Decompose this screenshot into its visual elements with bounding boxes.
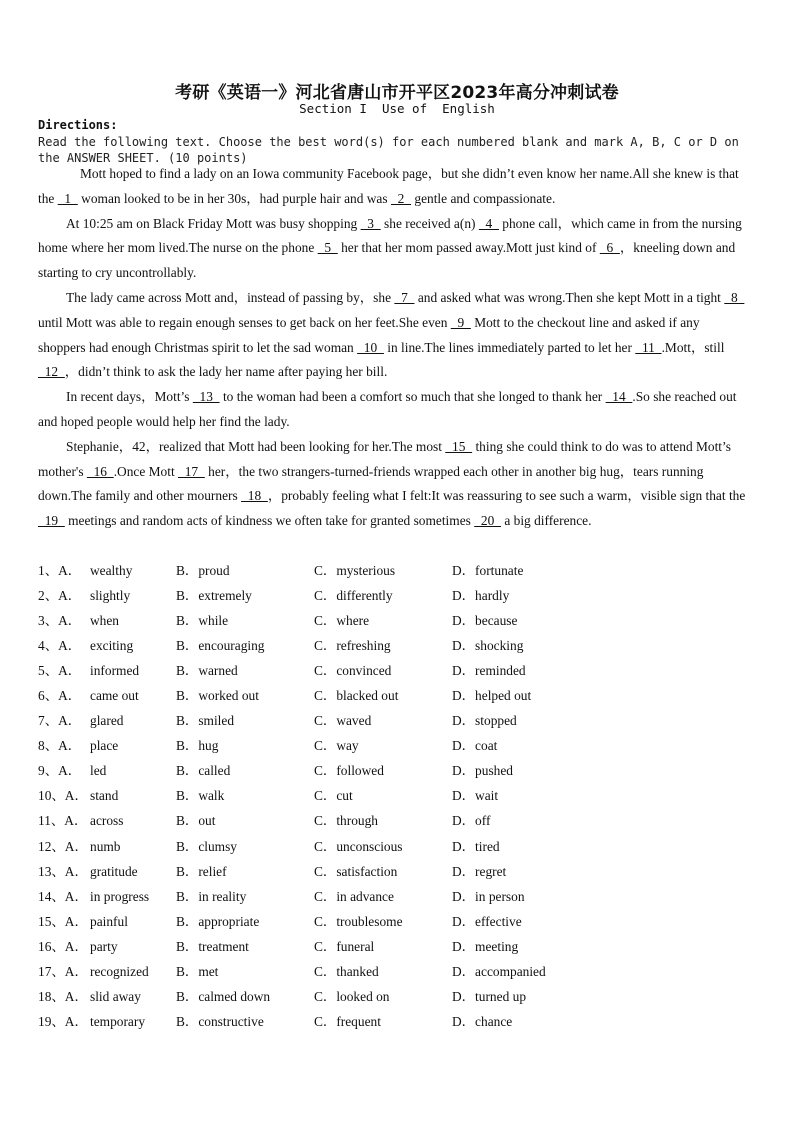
answer-blank: 9 bbox=[450, 314, 471, 330]
option-b: B．out bbox=[176, 813, 216, 829]
question-row bbox=[38, 633, 758, 658]
question-number: 4、A． bbox=[38, 638, 82, 654]
answer-blank: 20 bbox=[474, 513, 501, 529]
answer-blank: 5 bbox=[317, 240, 338, 256]
option-b: B．constructive bbox=[176, 1013, 264, 1029]
passage-text: to the woman had been a comfort so much that she longed to thank her bbox=[219, 389, 606, 405]
passage-text: meetings and random acts of kindness we often take for granted sometimes bbox=[64, 513, 475, 529]
passage-paragraph bbox=[38, 286, 750, 385]
answer-blank: 12 bbox=[38, 364, 65, 380]
question-number: 9、A． bbox=[38, 763, 82, 779]
passage-text: gentle and compassionate. bbox=[411, 190, 556, 206]
passage-text: woman looked to be in her 30s，had purple hair and was bbox=[77, 190, 391, 206]
passage-text: The lady came across Mott and，instead of passing by，she bbox=[66, 289, 395, 305]
question-row bbox=[38, 934, 758, 959]
option-c: C．differently bbox=[314, 588, 393, 604]
answer-blank: 2 bbox=[390, 190, 412, 206]
question-row bbox=[38, 558, 758, 583]
answer-blank: 14 bbox=[605, 389, 633, 405]
option-d: D．chance bbox=[452, 1013, 513, 1029]
option-c: C．funeral bbox=[314, 938, 375, 954]
option-d: D．stopped bbox=[452, 713, 517, 729]
passage-paragraph bbox=[38, 212, 750, 286]
section-subtitle: Section I Use of English bbox=[299, 101, 495, 116]
option-c: C．through bbox=[314, 813, 378, 829]
question-row bbox=[38, 884, 758, 909]
answer-blank: 13 bbox=[192, 389, 220, 405]
option-d: D．because bbox=[452, 613, 518, 629]
passage-text: she received a(n) bbox=[380, 215, 479, 231]
question-number: 18、A． bbox=[38, 988, 88, 1004]
passage-text: in line.The lines immediately parted to let her bbox=[383, 339, 636, 355]
option-b: B．worked out bbox=[176, 688, 259, 704]
option-a: party bbox=[90, 938, 118, 954]
question-number: 12、A． bbox=[38, 838, 88, 854]
option-c: C．satisfaction bbox=[314, 863, 398, 879]
option-c: C．blacked out bbox=[314, 688, 399, 704]
passage-text: ，didn’t think to ask the lady her name after paying her bill. bbox=[64, 364, 388, 380]
option-d: D．effective bbox=[452, 913, 522, 929]
passage-text: ，kneeling down and starting to cry uncontrollably. bbox=[38, 240, 736, 281]
answer-blank: 16 bbox=[86, 463, 114, 479]
question-number: 19、A． bbox=[38, 1013, 88, 1029]
option-b: B．smiled bbox=[176, 713, 235, 729]
question-row bbox=[38, 959, 758, 984]
question-row bbox=[38, 909, 758, 934]
option-d: D．reminded bbox=[452, 663, 526, 679]
answer-blank: 15 bbox=[445, 438, 473, 454]
option-b: B．hug bbox=[176, 738, 219, 754]
question-number: 7、A． bbox=[38, 713, 82, 729]
answer-blank: 17 bbox=[178, 463, 205, 479]
question-row bbox=[38, 583, 758, 608]
question-row bbox=[38, 1009, 758, 1034]
option-b: B．called bbox=[176, 763, 231, 779]
question-number: 10、A． bbox=[38, 788, 88, 804]
option-d: D．hardly bbox=[452, 588, 510, 604]
passage-text: phone call，which came in from the nursing home where her mom lived.The nurse on the phone bbox=[38, 215, 742, 256]
option-d: D．helped out bbox=[452, 688, 532, 704]
question-number: 5、A． bbox=[38, 663, 82, 679]
question-row bbox=[38, 783, 758, 808]
answer-blank: 18 bbox=[241, 488, 268, 504]
option-b: B．treatment bbox=[176, 938, 249, 954]
question-number: 2、A． bbox=[38, 588, 82, 604]
option-b: B．while bbox=[176, 613, 229, 629]
answer-blank: 3 bbox=[360, 215, 381, 231]
option-c: C．refreshing bbox=[314, 638, 391, 654]
passage-text: .Once Mott bbox=[113, 463, 179, 479]
answer-blank: 11 bbox=[635, 339, 662, 355]
option-a: wealthy bbox=[90, 563, 133, 578]
option-b: B．clumsy bbox=[176, 838, 238, 854]
option-a: slightly bbox=[90, 588, 131, 604]
option-c: C．looked on bbox=[314, 988, 390, 1004]
cloze-passage bbox=[38, 162, 750, 534]
answer-blank: 19 bbox=[38, 513, 65, 529]
question-row bbox=[38, 758, 758, 783]
option-a: recognized bbox=[90, 963, 149, 979]
passage-text: Mott hoped to find a lady on an Iowa community Facebook page，but she didn’t even know her name.All she knew is that the bbox=[38, 166, 739, 206]
question-list bbox=[38, 558, 758, 1034]
option-a: exciting bbox=[90, 638, 134, 654]
option-b: B．calmed down bbox=[176, 988, 271, 1004]
question-number: 15、A． bbox=[38, 913, 88, 929]
option-a: came out bbox=[90, 688, 139, 704]
passage-paragraph bbox=[38, 162, 750, 212]
question-row bbox=[38, 808, 758, 833]
answer-blank: 7 bbox=[394, 289, 415, 305]
answer-blank: 1 bbox=[57, 190, 78, 206]
option-b: B．encouraging bbox=[176, 638, 265, 654]
question-number: 13、A． bbox=[38, 863, 88, 879]
option-b: B．in reality bbox=[176, 888, 247, 904]
option-c: C．unconscious bbox=[314, 838, 403, 854]
passage-text: her that her mom passed away.Mott just kind of bbox=[337, 240, 600, 256]
option-d: D．wait bbox=[452, 788, 499, 804]
option-a: painful bbox=[90, 913, 128, 929]
question-number: 1、A． bbox=[38, 563, 82, 578]
question-number: 17、A． bbox=[38, 963, 88, 979]
answer-blank: 10 bbox=[357, 339, 384, 355]
passage-text: a big difference. bbox=[500, 513, 592, 529]
option-a: numb bbox=[90, 838, 121, 854]
directions-heading: Directions: bbox=[38, 118, 118, 132]
question-number: 14、A． bbox=[38, 888, 88, 904]
option-c: C．waved bbox=[314, 713, 372, 729]
question-row bbox=[38, 834, 758, 859]
passage-text: until Mott was able to regain enough senses to get back on her feet.She even bbox=[38, 314, 451, 330]
option-a: place bbox=[90, 738, 119, 754]
passage-text: Mott to the checkout line and asked if any shoppers had enough Christmas spirit to let the sad woman bbox=[38, 314, 700, 355]
option-d: D．meeting bbox=[452, 938, 519, 954]
question-row bbox=[38, 708, 758, 733]
option-c: C．frequent bbox=[314, 1013, 381, 1029]
passage-paragraph bbox=[38, 435, 750, 534]
option-c: C．thanked bbox=[314, 963, 379, 979]
option-b: B．proud bbox=[176, 563, 230, 578]
option-b: B．walk bbox=[176, 788, 225, 804]
question-row bbox=[38, 608, 758, 633]
option-c: C．cut bbox=[314, 788, 353, 804]
passage-text: thing she could think to do was to attend Mott’s mother's bbox=[38, 438, 731, 479]
answer-blank: 4 bbox=[478, 215, 499, 231]
question-row bbox=[38, 733, 758, 758]
question-number: 3、A． bbox=[38, 613, 82, 629]
answer-blank: 6 bbox=[599, 240, 620, 256]
option-c: C．way bbox=[314, 738, 359, 754]
option-d: D．tired bbox=[452, 838, 500, 854]
option-b: B．met bbox=[176, 963, 219, 979]
question-row bbox=[38, 683, 758, 708]
question-number: 8、A． bbox=[38, 738, 82, 754]
answer-blank: 8 bbox=[724, 289, 745, 305]
question-row bbox=[38, 859, 758, 884]
option-a: across bbox=[90, 813, 124, 829]
option-c: C．convinced bbox=[314, 663, 392, 679]
option-b: B．extremely bbox=[176, 588, 252, 604]
option-c: C．in advance bbox=[314, 888, 394, 904]
option-d: D．regret bbox=[452, 863, 507, 879]
passage-text: .So she reached out and hoped people would help her find the lady. bbox=[38, 389, 737, 429]
option-b: B．appropriate bbox=[176, 913, 260, 929]
option-a: glared bbox=[90, 713, 124, 729]
option-d: D．shocking bbox=[452, 638, 524, 654]
option-d: D．coat bbox=[452, 738, 498, 754]
option-a: led bbox=[90, 763, 107, 779]
option-c: C．mysterious bbox=[314, 563, 396, 578]
question-row bbox=[38, 658, 758, 683]
question-number: 11、A． bbox=[38, 813, 88, 829]
option-d: D．fortunate bbox=[452, 563, 524, 578]
directions-text: Read the following text. Choose the best word(s) for each numbered blank and mark A, B, C or D on the ANSWER SHEET. (10 points) bbox=[38, 135, 739, 165]
option-d: D．turned up bbox=[452, 988, 527, 1004]
option-d: D．accompanied bbox=[452, 963, 546, 979]
option-d: D．in person bbox=[452, 888, 525, 904]
question-row bbox=[38, 984, 758, 1009]
option-d: D．off bbox=[452, 813, 491, 829]
passage-text: In recent days，Mott’s bbox=[66, 389, 193, 405]
passage-text: ，probably feeling what I felt:It was reassuring to see such a warm，visible sign that the bbox=[267, 488, 746, 504]
option-b: B．relief bbox=[176, 863, 227, 879]
question-number: 16、A． bbox=[38, 938, 88, 954]
passage-text: At 10:25 am on Black Friday Mott was busy shopping bbox=[66, 215, 361, 231]
passage-text: .Mott，still bbox=[661, 339, 725, 355]
passage-text: and asked what was wrong.Then she kept Mott in a tight bbox=[414, 289, 725, 305]
option-a: slid away bbox=[90, 988, 141, 1004]
passage-text: her，the two strangers-turned-friends wrapped each other in another big hug，tears running down.The family and other mourners bbox=[38, 463, 704, 504]
option-a: stand bbox=[90, 788, 119, 804]
option-a: gratitude bbox=[90, 863, 138, 879]
option-d: D．pushed bbox=[452, 763, 513, 779]
option-c: C．where bbox=[314, 613, 370, 629]
question-number: 6、A． bbox=[38, 688, 82, 704]
passage-paragraph bbox=[38, 385, 750, 435]
page-title: 考研《英语一》河北省唐山市开平区2023年高分冲刺试卷 bbox=[175, 83, 619, 103]
option-b: B．warned bbox=[176, 663, 238, 679]
option-c: C．troublesome bbox=[314, 913, 403, 929]
passage-text: Stephanie，42，realized that Mott had been looking for her.The most bbox=[66, 438, 446, 454]
option-a: in progress bbox=[90, 888, 150, 904]
option-a: when bbox=[90, 613, 120, 629]
option-a: informed bbox=[90, 663, 140, 679]
option-a: temporary bbox=[90, 1013, 146, 1029]
option-c: C．followed bbox=[314, 763, 384, 779]
